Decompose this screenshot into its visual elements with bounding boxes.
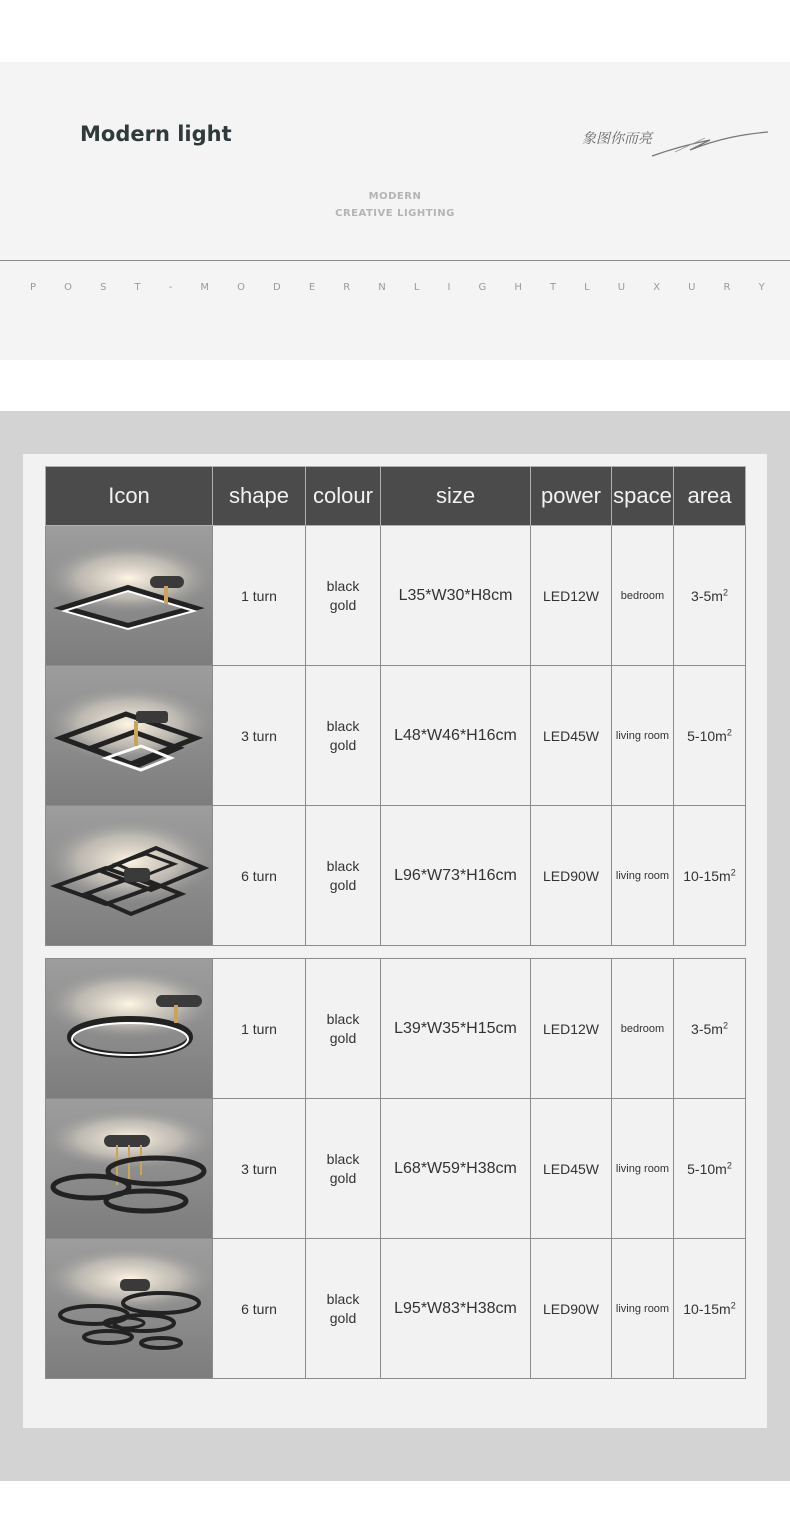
size-cell: L35*W30*H8cm [381, 526, 531, 666]
colour-value: gold [329, 736, 357, 753]
colour-value: gold [329, 1029, 357, 1046]
colour-value: gold [329, 1309, 357, 1326]
header-power: power [531, 467, 612, 526]
header-area: area [674, 467, 746, 526]
tagline-letter: D [273, 282, 281, 293]
area-cell [674, 959, 746, 1099]
space-cell: bedroom [612, 959, 674, 1099]
table-row [46, 1099, 746, 1239]
tagline-letter: Y [758, 282, 765, 293]
tagline-letter: E [308, 282, 316, 293]
shape-cell: 6 turn [213, 806, 306, 946]
power-cell: LED12W [531, 526, 612, 666]
size-cell: L48*W46*H16cm [381, 666, 531, 806]
area-unit-sup: 2 [726, 1159, 732, 1170]
area-cell [674, 666, 746, 806]
spaced-tagline [30, 282, 765, 293]
page-title: Modern light [80, 122, 232, 146]
power-cell: LED45W [531, 1099, 612, 1239]
area-cell [674, 806, 746, 946]
colour-value: black [326, 857, 360, 874]
tagline-letter: - [168, 282, 173, 293]
shape-cell: 6 turn [213, 1239, 306, 1379]
table-row [46, 1239, 746, 1379]
product-image-cell [46, 1099, 213, 1239]
area-value: 5-10m [687, 1160, 727, 1177]
tagline-letter: O [64, 282, 72, 293]
colour-value: gold [329, 876, 357, 893]
circle-ring-lamp-6-icon [46, 1239, 212, 1378]
subtitle-modern: MODERN [368, 191, 422, 202]
area-unit-sup: 2 [730, 1299, 736, 1310]
area-value: 3-5m [691, 587, 723, 604]
tagline-letter: U [688, 282, 696, 293]
tagline-letter: O [237, 282, 245, 293]
tagline-letter: P [30, 282, 37, 293]
area-value: 5-10m [687, 727, 727, 744]
shape-cell: 1 turn [213, 526, 306, 666]
area-unit-sup: 2 [722, 1019, 728, 1030]
shape-cell: 3 turn [213, 1099, 306, 1239]
signature-logo [580, 124, 770, 164]
spec-table-square [45, 466, 746, 946]
product-image-cell [46, 666, 213, 806]
header-icon: Icon [46, 467, 213, 526]
space-cell: living room [612, 806, 674, 946]
tagline-letter: T [134, 282, 141, 293]
colour-cell [306, 1099, 381, 1239]
area-cell [674, 1099, 746, 1239]
tagline-letter: L [413, 282, 420, 293]
colour-cell [306, 526, 381, 666]
tagline-letter: I [447, 282, 451, 293]
square-ring-lamp-3-icon [46, 666, 212, 805]
header-space: space [612, 467, 674, 526]
table-header-row [46, 467, 746, 526]
circle-ring-lamp-1-icon [46, 959, 212, 1098]
area-value: 10-15m [683, 867, 731, 884]
tagline-letter: M [200, 282, 210, 293]
colour-cell [306, 959, 381, 1099]
power-cell: LED45W [531, 666, 612, 806]
product-image-cell [46, 959, 213, 1099]
square-ring-lamp-6-icon [46, 806, 212, 945]
power-cell: LED90W [531, 1239, 612, 1379]
area-unit-sup: 2 [722, 586, 728, 597]
divider [0, 260, 790, 261]
shape-cell: 3 turn [213, 666, 306, 806]
area-value: 10-15m [683, 1300, 731, 1317]
tagline-letter: R [343, 282, 351, 293]
area-cell [674, 526, 746, 666]
colour-cell [306, 1239, 381, 1379]
colour-value: gold [329, 1169, 357, 1186]
table-row [46, 526, 746, 666]
colour-value: black [326, 1150, 360, 1167]
header-shape: shape [213, 467, 306, 526]
table-row [46, 666, 746, 806]
hero-banner [0, 62, 790, 360]
spec-section [0, 411, 790, 1481]
signature-text: 象图你而亮 [582, 131, 652, 147]
header-size: size [381, 467, 531, 526]
tagline-letter: X [653, 282, 661, 293]
space-cell: living room [612, 666, 674, 806]
tagline-letter: L [584, 282, 590, 293]
tagline-letter: R [723, 282, 731, 293]
table-row [46, 959, 746, 1099]
product-image-cell [46, 806, 213, 946]
tagline-letter: T [549, 282, 557, 293]
tagline-letter: N [378, 282, 386, 293]
colour-value: black [326, 717, 360, 734]
header-colour: colour [306, 467, 381, 526]
circle-ring-lamp-3-icon [46, 1099, 212, 1238]
product-image-cell [46, 1239, 213, 1379]
area-cell [674, 1239, 746, 1379]
colour-value: gold [329, 596, 357, 613]
colour-value: black [326, 1290, 360, 1307]
subtitle-creative-lighting: CREATIVE LIGHTING [335, 208, 455, 219]
spec-card [23, 454, 767, 1428]
spec-table-circle [45, 958, 746, 1379]
colour-cell [306, 806, 381, 946]
size-cell: L39*W35*H15cm [381, 959, 531, 1099]
tagline-letter: G [478, 282, 487, 293]
size-cell: L68*W59*H38cm [381, 1099, 531, 1239]
area-value: 3-5m [691, 1020, 723, 1037]
area-unit-sup: 2 [726, 726, 732, 737]
square-ring-lamp-1-icon [46, 526, 212, 665]
colour-value: black [326, 1010, 360, 1027]
table-row [46, 806, 746, 946]
size-cell: L95*W83*H38cm [381, 1239, 531, 1379]
size-cell: L96*W73*H16cm [381, 806, 531, 946]
colour-value: black [326, 577, 360, 594]
area-unit-sup: 2 [730, 866, 736, 877]
tagline-letter: U [617, 282, 626, 293]
power-cell: LED12W [531, 959, 612, 1099]
tagline-letter: S [100, 282, 107, 293]
space-cell: bedroom [612, 526, 674, 666]
colour-cell [306, 666, 381, 806]
shape-cell: 1 turn [213, 959, 306, 1099]
product-image-cell [46, 526, 213, 666]
tagline-letter: H [514, 282, 522, 293]
power-cell: LED90W [531, 806, 612, 946]
space-cell: living room [612, 1099, 674, 1239]
space-cell: living room [612, 1239, 674, 1379]
